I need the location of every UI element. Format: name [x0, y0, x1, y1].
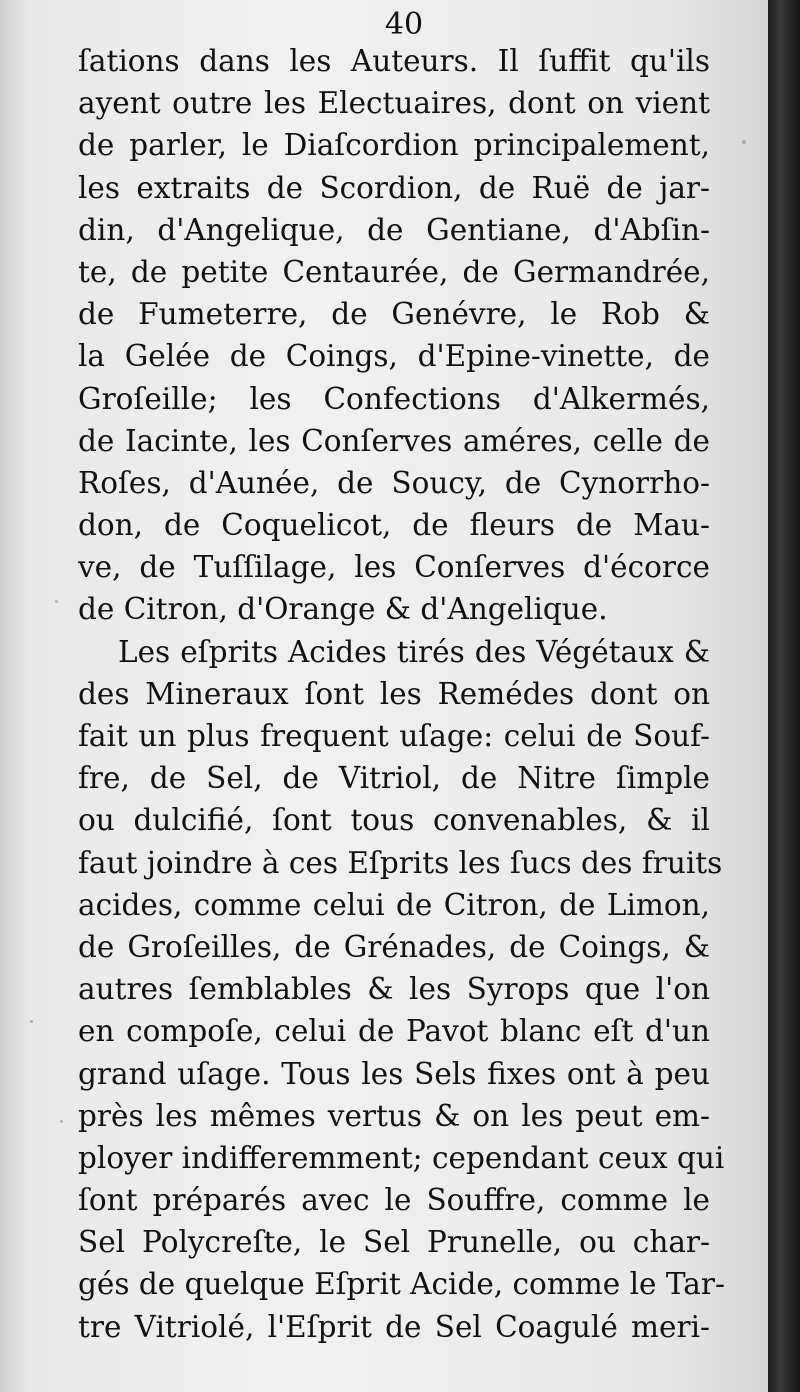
text-line: en compoſe, celui de Pavot blanc eſt d'un	[78, 1014, 710, 1049]
paper-speck	[55, 600, 58, 603]
text-line: ayent outre les Electuaires, dont on vient	[78, 86, 710, 121]
text-line: les extraits de Scordion, de Ruë de jar-	[78, 170, 710, 205]
paper-speck	[742, 140, 746, 144]
text-line: des Mineraux ſont les Remédes dont on	[78, 676, 710, 711]
paragraph-start-line: Les eſprits Acides tirés des Végétaux &	[118, 634, 710, 669]
text-line: grand uſage. Tous les Sels fixes ont à peu	[78, 1056, 710, 1091]
text-line: don, de Coquelicot, de fleurs de Mau-	[78, 508, 710, 543]
text-line: Groſeille; les Confections d'Alkermés,	[78, 381, 710, 416]
body-text	[78, 40, 725, 1348]
paper-speck	[60, 1120, 63, 1123]
text-line: ou dulcifié, ſont tous convenables, & il	[78, 803, 710, 838]
text-line: autres ſemblables & les Syrops que l'on	[78, 972, 710, 1007]
text-line: la Gelée de Coings, d'Epine-vinette, de	[78, 339, 710, 374]
text-line: gés de quelque Eſprit Acide, comme le Tar-	[78, 1267, 725, 1302]
text-line: fre, de Sel, de Vitriol, de Nitre ſimple	[78, 761, 710, 796]
text-line: fait un plus frequent uſage: celui de Souf-	[78, 719, 710, 753]
text-line: de parler, le Diaſcordion principalement,	[78, 128, 710, 163]
text-line: din, d'Angelique, de Gentiane, d'Abſin-	[78, 212, 710, 247]
text-line: acides, comme celui de Citron, de Limon,	[78, 887, 710, 922]
page-edge-shadow	[768, 0, 800, 1392]
paper-speck	[30, 1020, 33, 1023]
text-line: ſations dans les Auteurs. Il ſuffit qu'ils	[78, 44, 710, 78]
text-line: près les mêmes vertus & on les peut em-	[78, 1098, 710, 1133]
text-line: de Iacinte, les Conſerves améres, celle de	[78, 423, 710, 458]
text-line: Roſes, d'Aunée, de Soucy, de Cynorrho-	[78, 465, 710, 500]
text-line: tre Vitriolé, l'Eſprit de Sel Coagulé meri-	[78, 1309, 710, 1344]
text-line: te, de petite Centaurée, de Germandrée,	[78, 254, 710, 289]
text-line: ve, de Tuſſilage, les Conſerves d'écorce	[78, 550, 710, 585]
text-line: de Groſeilles, de Grénades, de Coings, &	[78, 929, 710, 964]
text-line: ployer indifferemment; cependant ceux qui	[78, 1140, 725, 1175]
text-line: de Fumeterre, de Genévre, le Rob &	[78, 297, 710, 332]
paragraph-end-line: de Citron, d'Orange & d'Angelique.	[78, 592, 608, 627]
text-line: faut joindre à ces Eſprits les ſucs des fruits	[78, 845, 723, 880]
page-number: 40	[384, 7, 424, 42]
text-line: ſont préparés avec le Souffre, comme le	[78, 1183, 710, 1218]
text-line: Sel Polycreſte, le Sel Prunelle, ou char-	[78, 1225, 710, 1260]
